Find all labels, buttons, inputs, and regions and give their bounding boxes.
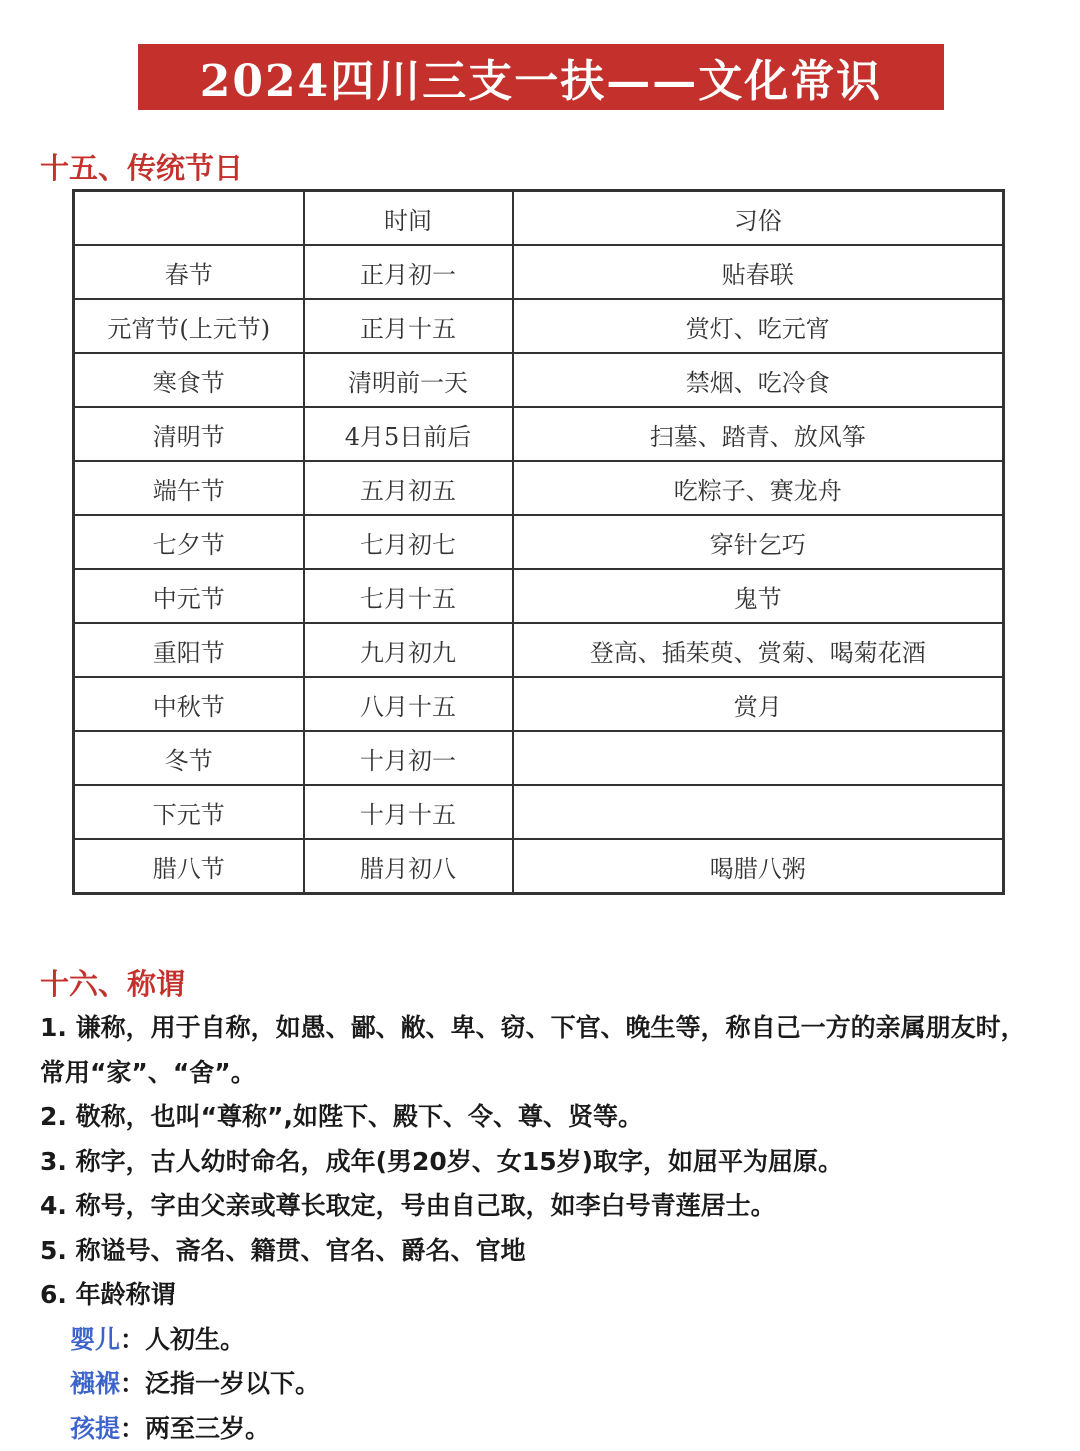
list-item: 6. 年龄称谓: [40, 1273, 1050, 1318]
age-term: 孩提: [70, 1414, 120, 1443]
age-term: 襁褓: [70, 1369, 120, 1398]
table-row: [74, 461, 1004, 515]
table-header-row: [74, 191, 1004, 246]
list-item: 3. 称字，古人幼时命名，成年(男20岁、女15岁)取字，如屈平为屈原。: [40, 1140, 1050, 1185]
section-heading-titles: 十六、称谓: [40, 962, 185, 1003]
festival-name-cell: 重阳节: [74, 623, 304, 677]
festival-time-cell: 八月十五: [304, 677, 513, 731]
festival-custom-cell: [513, 785, 1004, 839]
page-title-banner: [138, 44, 944, 110]
section-heading-festivals: 十五、传统节日: [40, 146, 243, 187]
festival-time-cell: 九月初九: [304, 623, 513, 677]
festival-time-cell: 正月初一: [304, 245, 513, 299]
age-term: 婴儿: [70, 1325, 120, 1354]
table-row: [74, 299, 1004, 353]
festival-custom-cell: [513, 731, 1004, 785]
list-item: 4. 称号，字由父亲或尊长取定，号由自己取，如李白号青莲居士。: [40, 1184, 1050, 1229]
festival-time-cell: 正月十五: [304, 299, 513, 353]
festival-time-cell: 4月5日前后: [304, 407, 513, 461]
festival-time-cell: 五月初五: [304, 461, 513, 515]
page-title: 2024四川三支一扶——文化常识: [200, 45, 882, 109]
titles-content: [40, 1006, 1050, 1451]
festival-custom-cell: 赏月: [513, 677, 1004, 731]
header-cell-custom: 习俗: [513, 191, 1004, 246]
festival-name-cell: 元宵节(上元节): [74, 299, 304, 353]
age-desc: ：人初生。: [120, 1325, 245, 1354]
festival-custom-cell: 吃粽子、赛龙舟: [513, 461, 1004, 515]
age-term-item: [40, 1362, 1050, 1407]
festival-name-cell: 端午节: [74, 461, 304, 515]
festival-name-cell: 春节: [74, 245, 304, 299]
festival-custom-cell: 登高、插茱萸、赏菊、喝菊花酒: [513, 623, 1004, 677]
festival-custom-cell: 鬼节: [513, 569, 1004, 623]
festival-custom-cell: 禁烟、吃冷食: [513, 353, 1004, 407]
festival-name-cell: 中元节: [74, 569, 304, 623]
age-desc: ：泛指一岁以下。: [120, 1369, 320, 1398]
festival-custom-cell: 贴春联: [513, 245, 1004, 299]
festival-custom-cell: 赏灯、吃元宵: [513, 299, 1004, 353]
festival-name-cell: 冬节: [74, 731, 304, 785]
festival-time-cell: 七月初七: [304, 515, 513, 569]
table-row: [74, 245, 1004, 299]
festival-name-cell: 中秋节: [74, 677, 304, 731]
festival-time-cell: 十月十五: [304, 785, 513, 839]
festival-name-cell: 寒食节: [74, 353, 304, 407]
age-term-item: [40, 1407, 1050, 1451]
table-row: [74, 569, 1004, 623]
header-cell-time: 时间: [304, 191, 513, 246]
list-item: 2. 敬称，也叫“尊称”,如陛下、殿下、令、尊、贤等。: [40, 1095, 1050, 1140]
festival-custom-cell: 穿针乞巧: [513, 515, 1004, 569]
festival-name-cell: 腊八节: [74, 839, 304, 894]
table-row: [74, 677, 1004, 731]
festival-name-cell: 七夕节: [74, 515, 304, 569]
age-desc: ：两至三岁。: [120, 1414, 270, 1443]
table-row: [74, 731, 1004, 785]
table-row: [74, 623, 1004, 677]
festival-time-cell: 七月十五: [304, 569, 513, 623]
festival-custom-cell: 喝腊八粥: [513, 839, 1004, 894]
age-term-item: [40, 1318, 1050, 1363]
festival-name-cell: 下元节: [74, 785, 304, 839]
list-item: 1. 谦称，用于自称，如愚、鄙、敝、卑、窃、下官、晚生等，称自己一方的亲属朋友时，常用“家”、“舍”。: [40, 1006, 1050, 1095]
festival-time-cell: 腊月初八: [304, 839, 513, 894]
table-row: [74, 839, 1004, 894]
header-cell-name: [74, 191, 304, 246]
table-row: [74, 407, 1004, 461]
festival-name-cell: 清明节: [74, 407, 304, 461]
list-item: 5. 称谥号、斋名、籍贯、官名、爵名、官地: [40, 1229, 1050, 1274]
festival-time-cell: 十月初一: [304, 731, 513, 785]
table-row: [74, 353, 1004, 407]
festival-table: [72, 189, 1005, 895]
table-row: [74, 785, 1004, 839]
festival-custom-cell: 扫墓、踏青、放风筝: [513, 407, 1004, 461]
table-row: [74, 515, 1004, 569]
festival-time-cell: 清明前一天: [304, 353, 513, 407]
